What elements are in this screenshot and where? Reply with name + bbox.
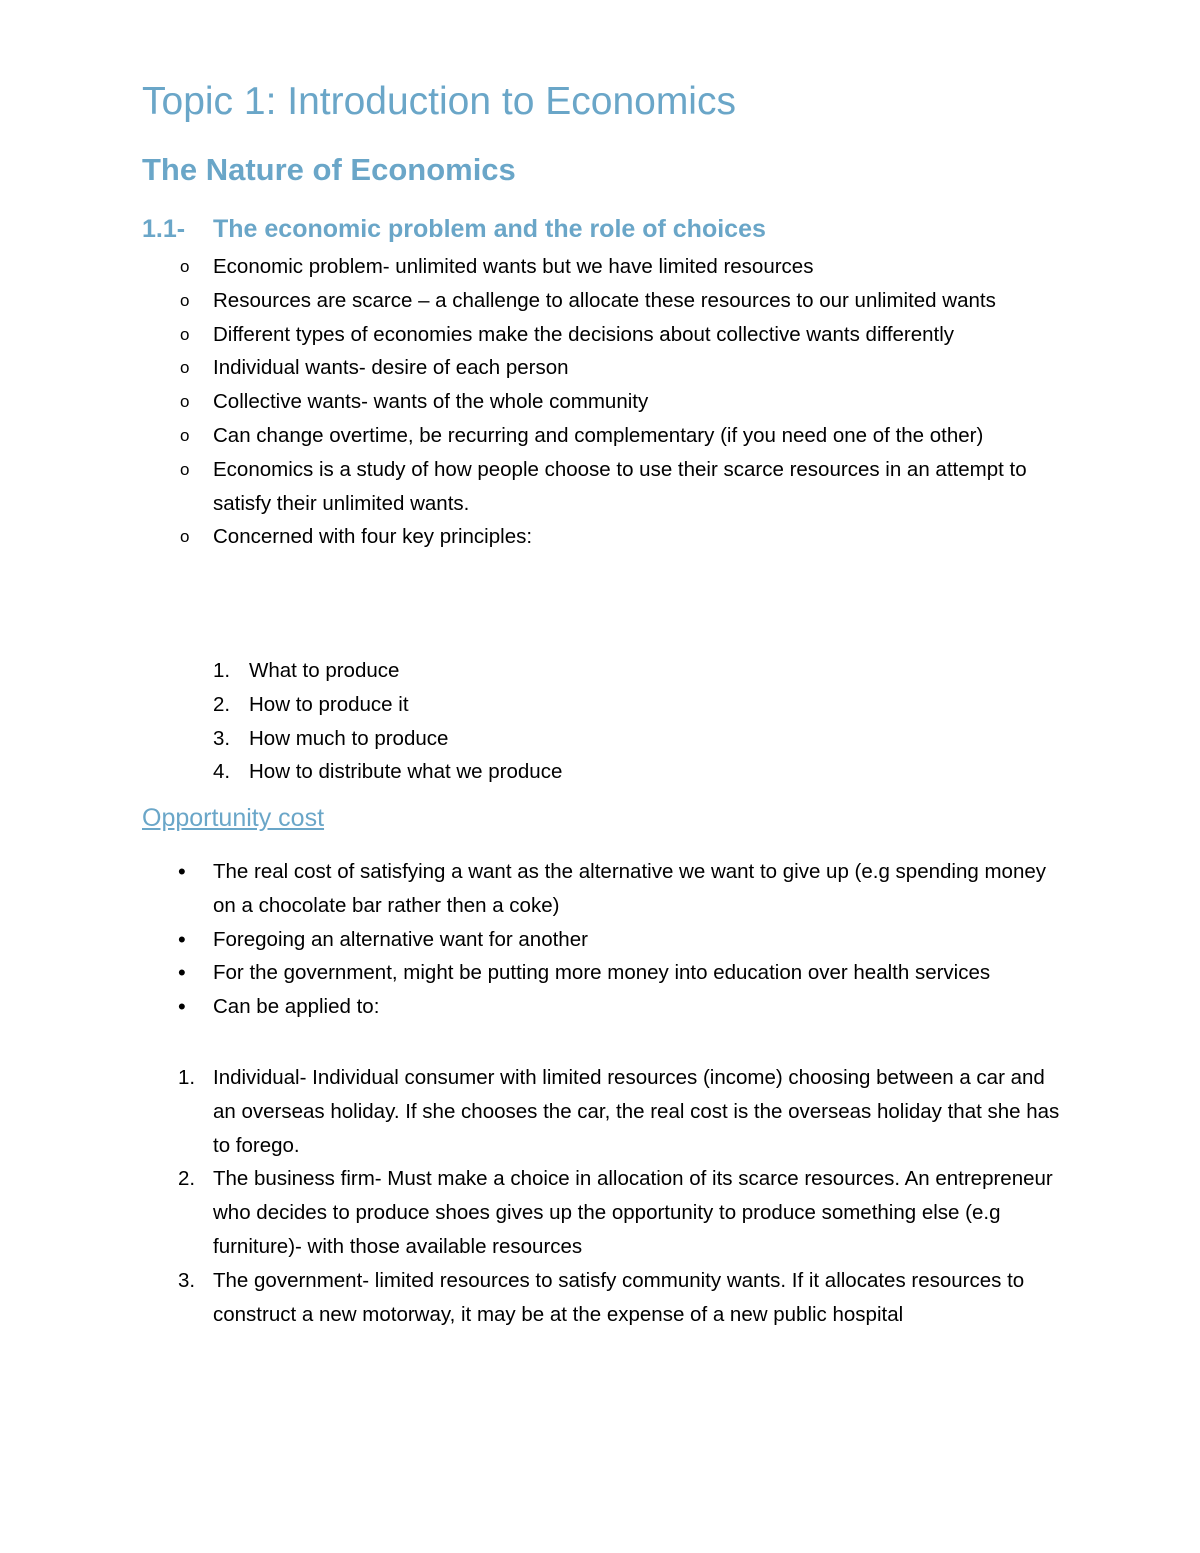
application-item [142, 1264, 1072, 1332]
list-item [142, 250, 1042, 284]
list-item-text: For the government, might be putting more money into education over health services [213, 961, 991, 985]
application-number: 3. [178, 1268, 196, 1292]
list-item-text: The real cost of satisfying a want as the alternative we want to give up (e.g spending money on a chocolate bar rather then a coke) [213, 860, 1046, 917]
list-item-text: Collective wants- wants of the whole community [213, 390, 649, 414]
list-item [142, 855, 1072, 923]
application-item [142, 1162, 1072, 1263]
hollow-bullet-icon: o [180, 459, 190, 479]
list-item-text: Resources are scarce – a challenge to allocate these resources to our unlimited wants [213, 288, 996, 312]
list-item [142, 385, 1042, 419]
list-item [142, 923, 1072, 957]
list-item [142, 284, 1042, 318]
bullet-icon: • [178, 926, 186, 952]
hollow-bullet-icon: o [180, 425, 190, 445]
bullet-icon: • [178, 960, 186, 986]
application-text: The business firm- Must make a choice in allocation of its scarce resources. An entrepreneur who decides to produce shoes gives up the opportunity to produce something else (e.g furniture)- with those available resources [213, 1167, 1053, 1258]
bullet-icon: • [178, 859, 186, 884]
hollow-bullet-icon: o [180, 392, 190, 412]
principle-number: 3. [213, 726, 231, 750]
list-item [142, 419, 1042, 453]
principle-item [213, 722, 1013, 756]
page-title: Topic 1: Introduction to Economics [142, 80, 736, 123]
list-item-text: Economic problem- unlimited wants but we have limited resources [213, 255, 814, 278]
hollow-bullet-icon: o [180, 290, 190, 310]
bullet-icon: • [178, 994, 186, 1020]
principle-item [213, 688, 1013, 722]
principle-text: What to produce [249, 659, 400, 682]
economic-problem-list [142, 250, 1042, 554]
list-item-text: Individual wants- desire of each person [213, 356, 569, 380]
list-item-text: Different types of economies make the decisions about collective wants differently [213, 322, 955, 346]
application-number: 2. [178, 1167, 196, 1191]
principle-number: 4. [213, 760, 231, 784]
application-text: Individual- Individual consumer with limited resources (income) choosing between a car and an overseas holiday. If she chooses the car, the real cost is the overseas holiday that she has to forego. [213, 1066, 1060, 1157]
opportunity-cost-heading: Opportunity cost [142, 804, 325, 832]
list-item-text: Can be applied to: [213, 995, 380, 1019]
section-number: 1.1- [142, 215, 186, 243]
opportunity-cost-list [142, 855, 1072, 1024]
chapter-heading: The Nature of Economics [142, 152, 516, 187]
hollow-bullet-icon: o [180, 257, 190, 276]
list-item [142, 520, 1042, 554]
list-item [142, 351, 1042, 385]
principle-number: 2. [213, 692, 231, 716]
principle-item [213, 755, 1013, 789]
list-item [142, 318, 1042, 352]
applications-list [142, 1061, 1072, 1331]
principle-text: How to distribute what we produce [249, 760, 563, 784]
list-item [142, 956, 1072, 990]
application-number: 1. [178, 1066, 196, 1089]
hollow-bullet-icon: o [180, 527, 190, 547]
hollow-bullet-icon: o [180, 324, 190, 344]
application-item [142, 1061, 1072, 1162]
principle-number: 1. [213, 659, 231, 682]
list-item-text: Foregoing an alternative want for another [213, 927, 588, 951]
section-heading [142, 212, 766, 246]
principle-text: How much to produce [249, 726, 449, 750]
list-item-text: Economics is a study of how people choose to use their scarce resources in an attempt to satisfy their unlimited wants. [213, 457, 1027, 515]
section-heading-text: The economic problem and the role of choices [213, 215, 766, 243]
application-text: The government- limited resources to satisfy community wants. If it allocates resources to construct a new motorway, it may be at the expense of a new public hospital [213, 1268, 1025, 1326]
key-principles-list [213, 654, 1013, 789]
principle-text: How to produce it [249, 692, 409, 716]
principle-item [213, 654, 1013, 688]
hollow-bullet-icon: o [180, 358, 190, 378]
list-item-text: Concerned with four key principles: [213, 525, 533, 549]
list-item [142, 453, 1042, 521]
list-item [142, 990, 1072, 1024]
list-item-text: Can change overtime, be recurring and complementary (if you need one of the other) [213, 423, 984, 447]
